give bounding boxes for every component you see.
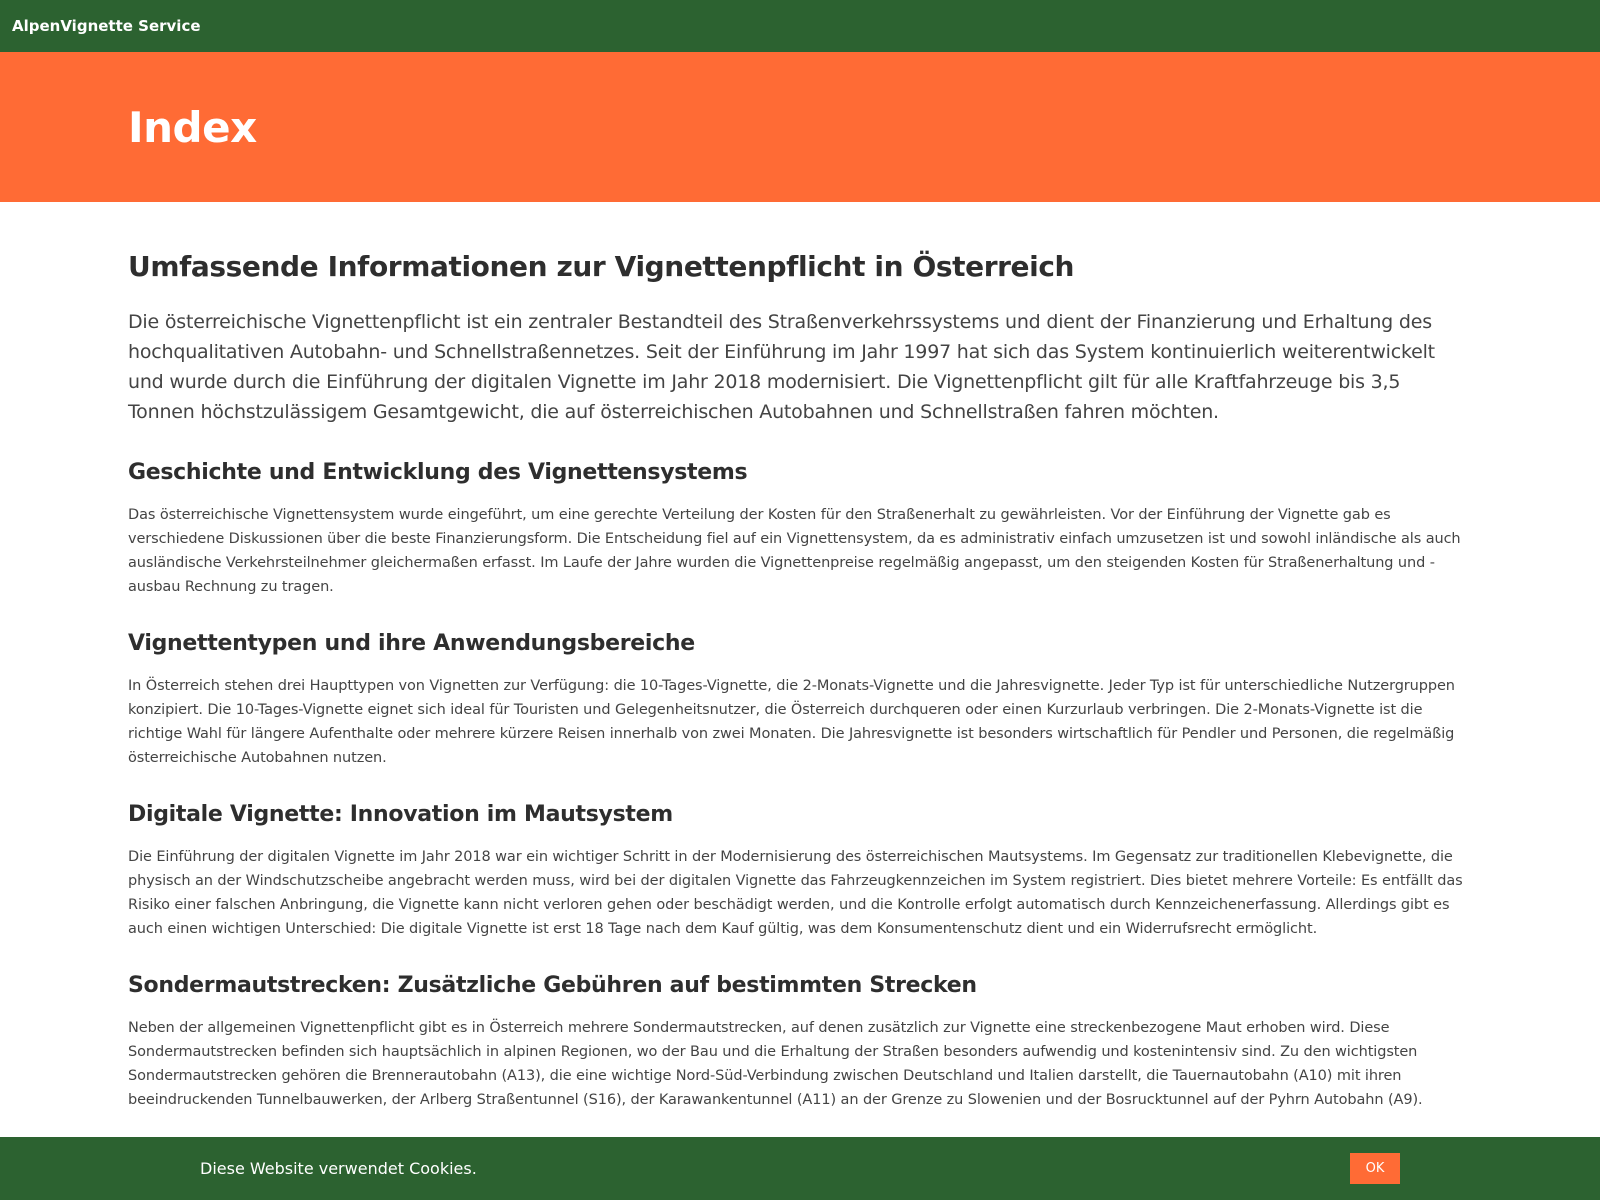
cookie-notice-text: Diese Website verwendet Cookies. (200, 1159, 477, 1178)
top-navbar (0, 0, 1600, 52)
section-text-types: In Österreich stehen drei Haupttypen von Vignetten zur Verfügung: die 10-Tages-Vignette, die 2-Monats-Vignette und die Jahresvignette. Jeder Typ ist für unterschiedliche Nutzergruppen konzipiert. Die 10-Tages-Vignette eignet sich ideal für Touristen und Gelegenheitsnutzer, die Österreich durchqueren oder einen Kurzurlaub verbringen. Die 2-Monats-Vignette ist die richtige Wahl für längere Aufenthalte oder mehrere kürzere Reisen innerhalb von zwei Monaten. Die Jahresvignette ist besonders wirtschaftlich für Pendler und Personen, die regelmäßig österreichische Autobahnen nutzen. (128, 678, 1455, 766)
cookie-ok-button[interactable]: OK (1350, 1153, 1400, 1184)
main-content (0, 202, 1600, 1112)
brand-logo-text[interactable]: AlpenVignette Service (12, 17, 201, 35)
article-title: Umfassende Informationen zur Vignettenpflicht in Österreich (128, 250, 1075, 283)
section-heading-history: Geschichte und Entwicklung des Vignettensystems (128, 460, 748, 485)
section-heading-types: Vignettentypen und ihre Anwendungsbereiche (128, 631, 695, 656)
article-lead: Die österreichische Vignettenpflicht ist ein zentraler Bestandteil des Straßenverkehrssystems und dient der Finanzierung und Erhaltung des hochqualitativen Autobahn- und Schnellstraßennetzes. Seit der Einführung im Jahr 1997 hat sich das System kontinuierlich weiterentwickelt und wurde durch die Einführung der digitalen Vignette im Jahr 2018 modernisiert. Die Vignettenpflicht gilt für alle Kraftfahrzeuge bis 3,5 Tonnen höchstzulässigem Gesamtgewicht, die auf österreichischen Autobahnen und Schnellstraßen fahren möchten. (128, 311, 1435, 423)
page-title: Index (128, 102, 257, 152)
section-text-special-toll: Neben der allgemeinen Vignettenpflicht gibt es in Österreich mehrere Sondermautstrecken, auf denen zusätzlich zur Vignette eine streckenbezogene Maut erhoben wird. Diese Sondermautstrecken befinden sich hauptsächlich in alpinen Regionen, wo der Bau und die Erhaltung der Straßen besonders aufwendig und kostenintensiv sind. Zu den wichtigsten Sondermautstrecken gehören die Brennerautobahn (A13), die eine wichtige Nord-Süd-Verbindung zwischen Deutschland und Italien darstellt, die Tauernautobahn (A10) mit ihren beeindruckenden Tunnelbauwerken, der Arlberg Straßentunnel (S16), der Karawankentunnel (A11) an der Grenze zu Slowenien und der Bosrucktunnel auf der Pyhrn Autobahn (A9). (128, 1020, 1423, 1108)
section-text-digital: Die Einführung der digitalen Vignette im Jahr 2018 war ein wichtiger Schritt in der Modernisierung des österreichischen Mautsystems. Im Gegensatz zur traditionellen Klebevignette, die physisch an der Windschutzscheibe angebracht werden muss, wird bei der digitalen Vignette das Fahrzeugkennzeichen im System registriert. Dies bietet mehrere Vorteile: Es entfällt das Risiko einer falschen Anbringung, die Vignette kann nicht verloren gehen oder beschädigt werden, und die Kontrolle erfolgt automatisch durch Kennzeichenerfassung. Allerdings gibt es auch einen wichtigen Unterschied: Die digitale Vignette ist erst 18 Tage nach dem Kauf gültig, was dem Konsumentenschutz dient und ein Widerrufsrecht ermöglicht. (128, 849, 1463, 937)
section-heading-special-toll: Sondermautstrecken: Zusätzliche Gebühren auf bestimmten Strecken (128, 973, 977, 998)
section-heading-digital: Digitale Vignette: Innovation im Mautsystem (128, 802, 673, 827)
section-text-history: Das österreichische Vignettensystem wurde eingeführt, um eine gerechte Verteilung der Kosten für den Straßenerhalt zu gewährleisten. Vor der Einführung der Vignette gab es verschiedene Diskussionen über die beste Finanzierungsform. Die Entscheidung fiel auf ein Vignettensystem, da es administrativ einfach umzusetzen ist und sowohl inländische als auch ausländische Verkehrsteilnehmer gleichermaßen erfasst. Im Laufe der Jahre wurden die Vignettenpreise regelmäßig angepasst, um den steigenden Kosten für Straßenerhaltung und -ausbau Rechnung zu tragen. (128, 507, 1461, 595)
cookie-banner (0, 1137, 1600, 1200)
hero-banner (0, 52, 1600, 202)
